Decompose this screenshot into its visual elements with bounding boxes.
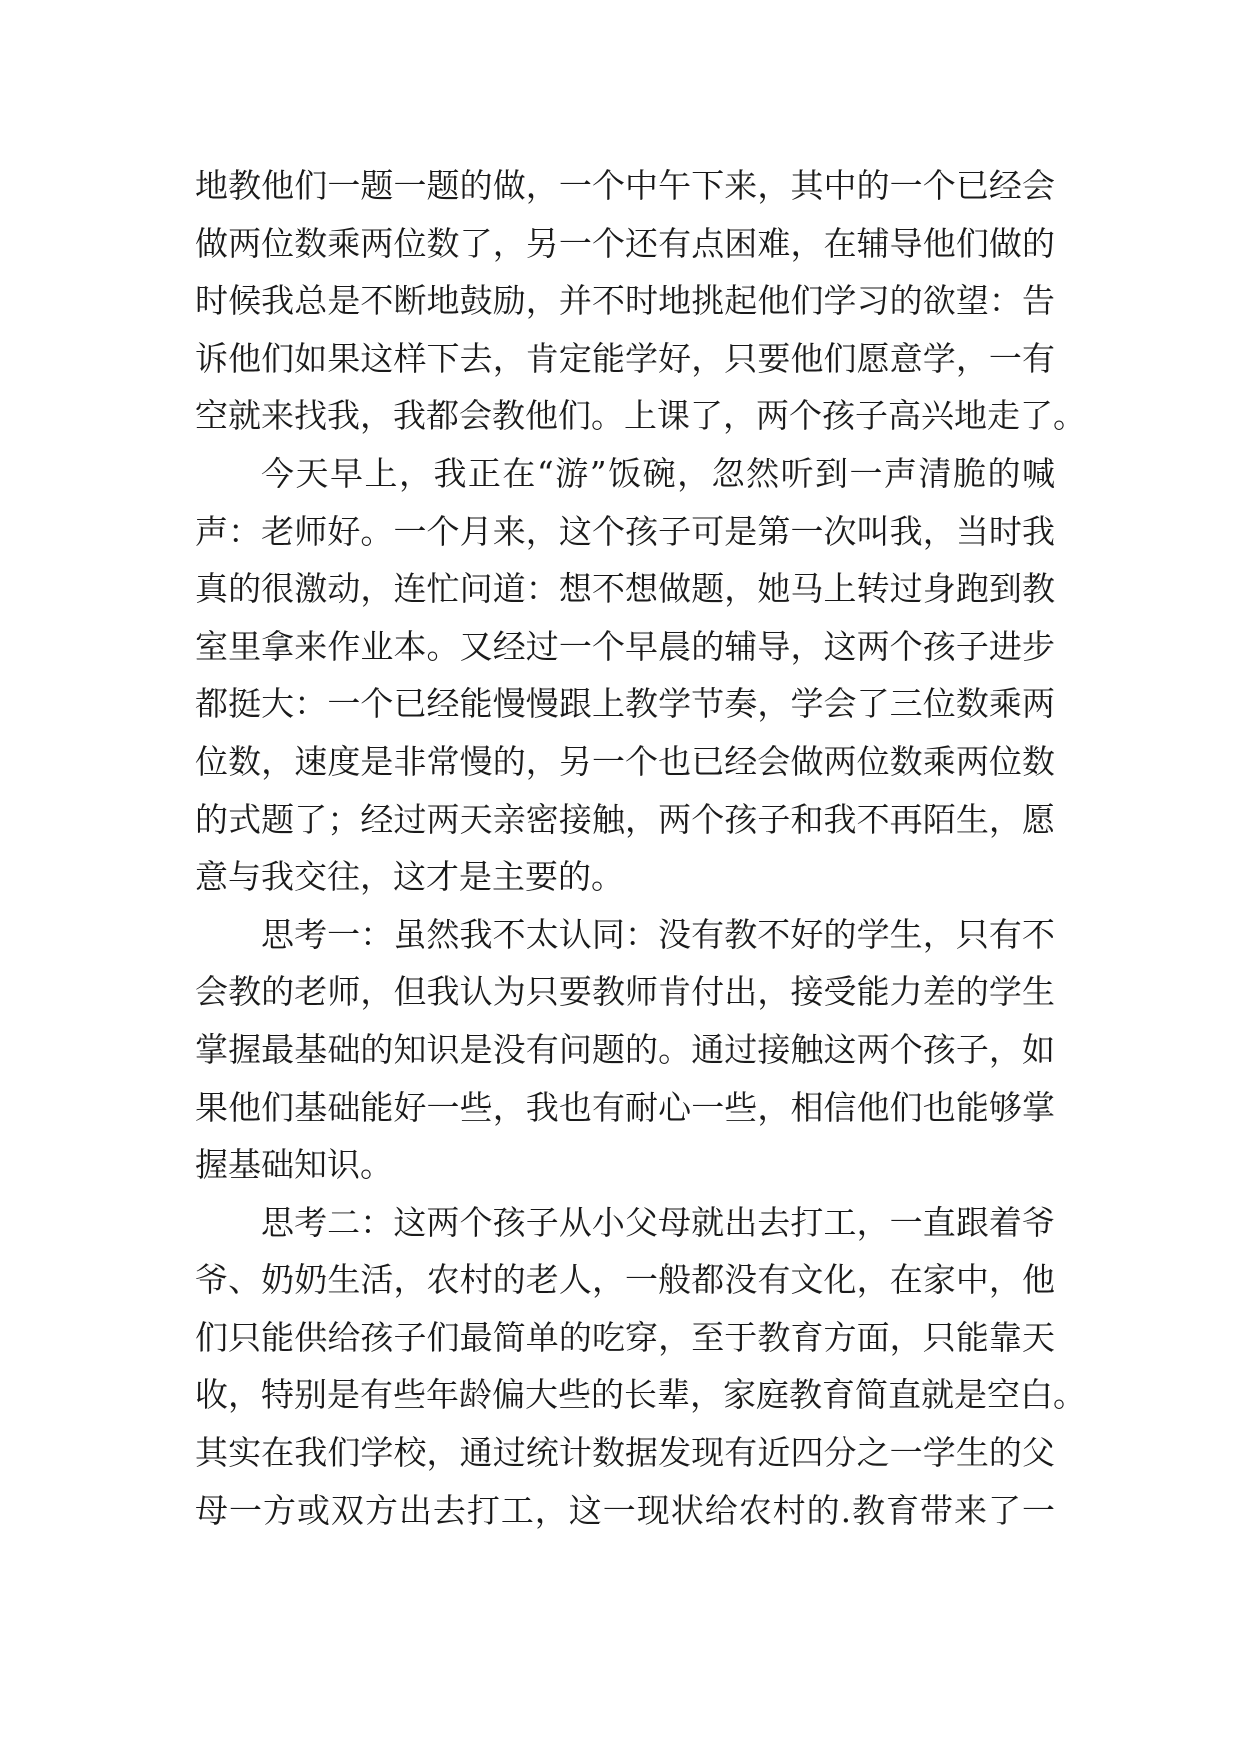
- text-line: 爷、奶奶生活，农村的老人，一般都没有文化，在家中，他: [195, 1260, 1055, 1300]
- text-line: 做两位数乘两位数了，另一个还有点困难，在辅导他们做的: [195, 223, 1055, 263]
- text-line: 掌握最基础的知识是没有问题的。通过接触这两个孩子，如: [195, 1029, 1055, 1069]
- text-line: 收，特别是有些年龄偏大些的长辈，家庭教育简直就是空白。: [195, 1375, 1086, 1415]
- text-line: 们只能供给孩子们最简单的吃穿，至于教育方面，只能靠天: [195, 1317, 1055, 1357]
- text-line: 位数，速度是非常慢的，另一个也已经会做两位数乘两位数: [195, 741, 1055, 781]
- text-line: 其实在我们学校，通过统计数据发现有近四分之一学生的父: [195, 1433, 1055, 1473]
- text-line: 握基础知识。: [195, 1145, 393, 1185]
- text-line: 思考一：虽然我不太认同：没有教不好的学生，只有不: [261, 914, 1055, 954]
- text-line: 真的很激动，连忙问道：想不想做题，她马上转过身跑到教: [195, 569, 1055, 609]
- text-line: 母一方或双方出去打工，这一现状给农村的.教育带来了一: [195, 1490, 1055, 1530]
- body-text: [195, 157, 1086, 1539]
- text-line: 诉他们如果这样下去，肯定能学好，只要他们愿意学，一有: [195, 338, 1055, 378]
- text-line: 室里拿来作业本。又经过一个早晨的辅导，这两个孩子进步: [195, 626, 1055, 666]
- text-line: 都挺大：一个已经能慢慢跟上教学节奏，学会了三位数乘两: [195, 684, 1055, 724]
- text-line: 空就来找我，我都会教他们。上课了，两个孩子高兴地走了。: [195, 396, 1086, 436]
- text-line: 声：老师好。一个月来，这个孩子可是第一次叫我，当时我: [195, 511, 1055, 551]
- text-line: 今天早上，我正在“游”饭碗，忽然听到一声清脆的喊: [261, 453, 1055, 493]
- text-line: 会教的老师，但我认为只要教师肯付出，接受能力差的学生: [195, 972, 1055, 1012]
- text-line: 时候我总是不断地鼓励，并不时地挑起他们学习的欲望：告: [195, 281, 1055, 321]
- text-line: 思考二：这两个孩子从小父母就出去打工，一直跟着爷: [261, 1202, 1055, 1242]
- text-line: 果他们基础能好一些，我也有耐心一些，相信他们也能够掌: [195, 1087, 1055, 1127]
- text-line: 意与我交往，这才是主要的。: [195, 857, 624, 897]
- text-line: 的式题了；经过两天亲密接触，两个孩子和我不再陌生，愿: [195, 799, 1055, 839]
- text-line: 地教他们一题一题的做，一个中午下来，其中的一个已经会: [195, 166, 1055, 205]
